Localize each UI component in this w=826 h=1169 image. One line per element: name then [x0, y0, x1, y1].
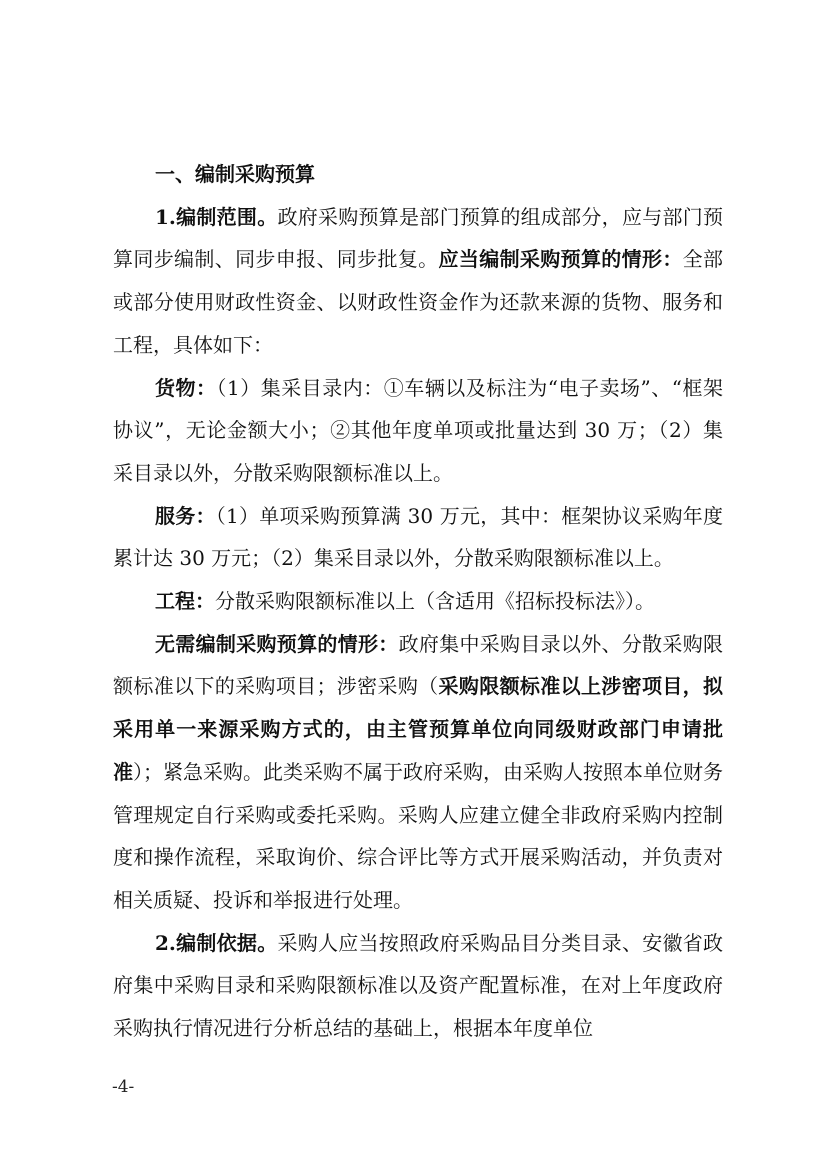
goods-text: （1）集采目录内：①车辆以及标注为“电子卖场”、“框架协议”，无论金额大小；②其他年度单项或批量达到 30 万；（2）集采目录以外，分散采购限额标准以上。: [113, 375, 723, 485]
scope-required-lead: 应当编制采购预算的情形：: [438, 247, 683, 272]
works-lead: 工程：: [155, 589, 215, 614]
paragraph-exempt: [113, 623, 723, 922]
services-lead: 服务：: [155, 503, 216, 528]
exempt-text: 政府集中采购目录以外、分散采购限额标准以下的采购项目；涉密采购（: [113, 631, 724, 699]
paragraph-scope: [113, 196, 723, 367]
scope-text: 政府采购预算是部门预算的组成部分，应与部门预算同步编制、同步申报、同步批复。: [113, 204, 723, 272]
document-body: [113, 153, 723, 1050]
section-heading: 一、编制采购预算: [155, 162, 315, 186]
basis-lead: 2.编制依据。: [155, 930, 278, 955]
paragraph-goods: [113, 367, 723, 495]
paragraph-basis: [113, 922, 723, 1050]
scope-required-text: 全部或部分使用财政性资金、以财政性资金作为还款来源的货物、服务和工程，具体如下：: [113, 247, 724, 357]
exempt-lead: 无需编制采购预算的情形：: [155, 631, 399, 656]
page-number: -4-: [112, 1077, 135, 1097]
exempt-text-rest: ）；紧急采购。此类采购不属于政府采购，由采购人按照本单位财务管理规定自行采购或委托采购。采购人应建立健全非政府采购内控制度和操作流程，采取询价、综合评比等方式开展采购活动，并负责对相关质疑、投诉和举报进行处理。: [113, 759, 723, 912]
paragraph-works: [113, 580, 723, 623]
exempt-classified-note: 采购限额标准以上涉密项目，拟采用单一来源采购方式的，由主管预算单位向同级财政部门申请批准: [113, 674, 724, 784]
basis-text: 采购人应当按照政府采购品目分类目录、安徽省政府集中采购目录和采购限额标准以及资产配置标准，在对上年度政府采购执行情况进行分析总结的基础上，根据本年度单位: [113, 930, 723, 1041]
paragraph-services: [113, 495, 723, 580]
scope-lead: 1.编制范围。: [155, 204, 278, 229]
works-text: 分散采购限额标准以上（含适用《招标投标法》）。: [215, 589, 655, 614]
services-text: （1）单项采购预算满 30 万元，其中：框架协议采购年度累计达 30 万元；（2）集采目录以外，分散采购限额标准以上。: [113, 503, 724, 571]
goods-lead: 货物：: [155, 375, 217, 400]
